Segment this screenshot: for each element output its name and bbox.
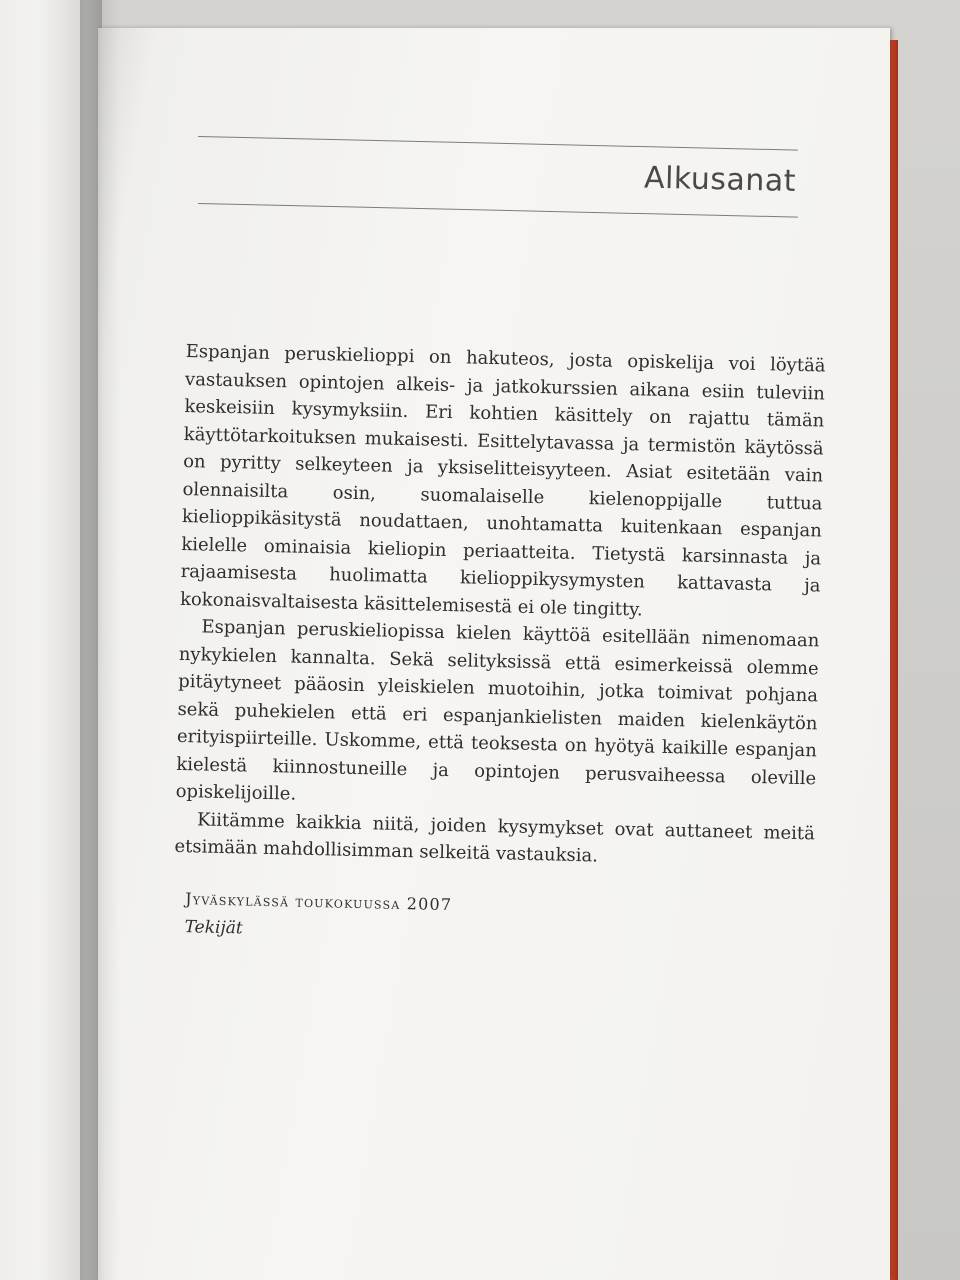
- preface-body: [172, 338, 826, 956]
- book-gutter: [80, 0, 120, 1280]
- chapter-heading: Alkusanat: [643, 160, 797, 199]
- paragraph-2: Espanjan peruskieliopissa kielen käyttöä esitellään nimenomaan nykykielen kannalta. Sekä selityksissä että esimerkeissä olemme pitäytyneet pääosin yleiskielen muotoihin, jotka toimivat pohjana sekä puhekielen että eri espanjankielisten maiden kielenkäytön erityispiirteille. Uskomme, että teoksesta on hyötyä kaikille espanjan kielestä kiinnostuneille ja opintojen perusvaiheessa oleville opiskelijoille.: [175, 616, 820, 805]
- signature-author: Tekijät: [184, 917, 243, 939]
- paragraph-3: Kiitämme kaikkia niitä, joiden kysymykset ovat auttaneet meitä etsimään mahdollisimman selkeitä vastauksia.: [174, 808, 816, 867]
- signature-place-date: Jyväskylässä toukokuussa 2007: [185, 888, 453, 914]
- paragraph-1: Espanjan peruskielioppi on hakuteos, josta opiskelija voi löytää vastauksen opintojen alkeis- ja jatkokurssien aikana esiin tuleviin keskeisiin kysymyksiin. Eri kohtien käsittely on rajattu tämän käyttötarkoituksen mukaisesti. Esittelytavassa ja termistön käytössä on pyritty selkeyteen ja yksiselitteisyyteen. Asiat esitetään vain olennaisilta osin, suomalaiselle kielenoppijalle tuttua kielioppikäsitystä noudattaen, unohtamatta kuitenkaan espanjan kielelle ominaisia kieliopin periaatteita. Tietystä karsinnasta ja rajaamisesta huolimatta kielioppikysymysten kattavasta ja kokonaisvaltaisesta käsittelemisestä ei ole tingitty.: [179, 340, 826, 620]
